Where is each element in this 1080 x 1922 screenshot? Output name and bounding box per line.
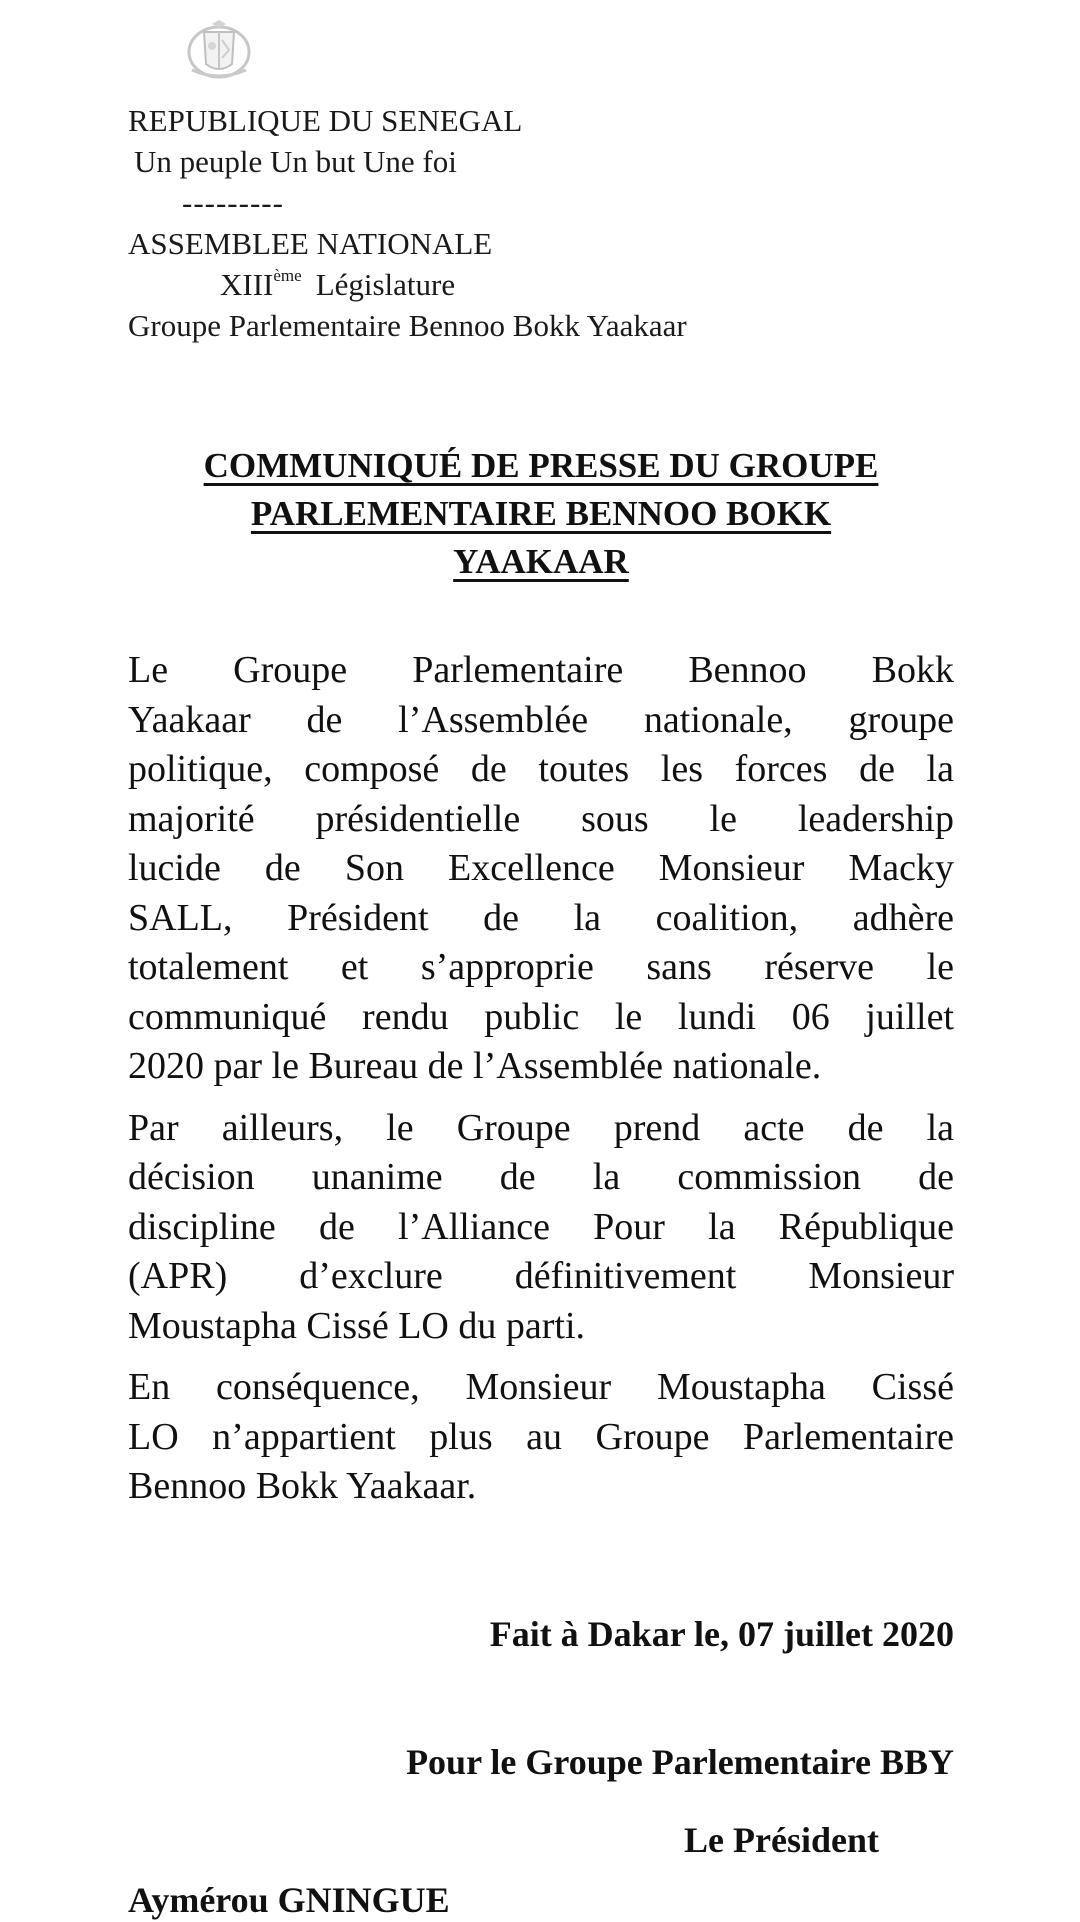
paragraph-2 bbox=[128, 1104, 954, 1352]
title-line-1: COMMUNIQUÉ DE PRESSE DU GROUPE bbox=[203, 446, 879, 485]
legislature-line bbox=[128, 264, 687, 305]
paragraph-line: Par ailleurs, le Groupe prend acte de la bbox=[128, 1106, 954, 1149]
header-separator: --------- bbox=[182, 185, 284, 220]
paragraph-line: décision unanime de la commission de bbox=[128, 1156, 954, 1198]
paragraph-line: Yaakaar de l’Assemblée nationale, groupe bbox=[128, 698, 954, 741]
title-line-2: PARLEMENTAIRE BENNOO BOKK bbox=[250, 494, 832, 533]
country-name: REPUBLIQUE DU SENEGAL bbox=[128, 103, 523, 138]
document-header bbox=[128, 100, 687, 346]
paragraph-3 bbox=[128, 1363, 954, 1512]
paragraph-line: politique, composé de toutes les forces de la bbox=[128, 748, 954, 790]
coat-of-arms-emblem bbox=[182, 18, 256, 82]
legislature-number: XIII bbox=[220, 267, 274, 302]
legislature-word: Législature bbox=[315, 267, 456, 302]
paragraph-line: totalement et s’approprie sans réserve le bbox=[128, 946, 954, 988]
paragraph-line: LO n’appartient plus au Groupe Parlementaire bbox=[128, 1415, 954, 1458]
paragraph-line: discipline de l’Alliance Pour la République bbox=[128, 1205, 954, 1248]
paragraph-line: En conséquence, Monsieur Moustapha Cissé bbox=[128, 1366, 954, 1408]
institution-name: ASSEMBLEE NATIONALE bbox=[128, 226, 493, 261]
legislature-suffix: ème bbox=[273, 266, 302, 285]
signatory-name: Aymérou GNINGUE bbox=[128, 1880, 450, 1920]
paragraph-line: SALL, Président de la coalition, adhère bbox=[128, 896, 954, 939]
paragraph-line: 2020 par le Bureau de l’Assemblée nationale. bbox=[128, 1045, 822, 1087]
signatory-role: Le Président bbox=[684, 1820, 879, 1860]
press-release-title bbox=[128, 442, 954, 586]
paragraph-line: Moustapha Cissé LO du parti. bbox=[128, 1304, 586, 1347]
paragraph-1 bbox=[128, 646, 954, 1092]
signature-for-group: Pour le Groupe Parlementaire BBY bbox=[406, 1742, 954, 1782]
place-and-date: Fait à Dakar le, 07 juillet 2020 bbox=[489, 1614, 954, 1654]
national-motto: Un peuple Un but Une foi bbox=[134, 144, 457, 179]
paragraph-line: Bennoo Bokk Yaakaar. bbox=[128, 1465, 477, 1507]
paragraph-line: communiqué rendu public le lundi 06 juillet bbox=[128, 995, 954, 1038]
press-release-body bbox=[128, 646, 954, 1524]
paragraph-line: Le Groupe Parlementaire Bennoo Bokk bbox=[128, 649, 954, 691]
paragraph-line: (APR) d’exclure définitivement Monsieur bbox=[128, 1255, 954, 1297]
title-line-3: YAAKAAR bbox=[453, 542, 629, 581]
parliamentary-group-name: Groupe Parlementaire Bennoo Bokk Yaakaar bbox=[128, 308, 687, 343]
paragraph-line: majorité présidentielle sous le leadership bbox=[128, 797, 954, 840]
paragraph-line: lucide de Son Excellence Monsieur Macky bbox=[128, 847, 954, 889]
